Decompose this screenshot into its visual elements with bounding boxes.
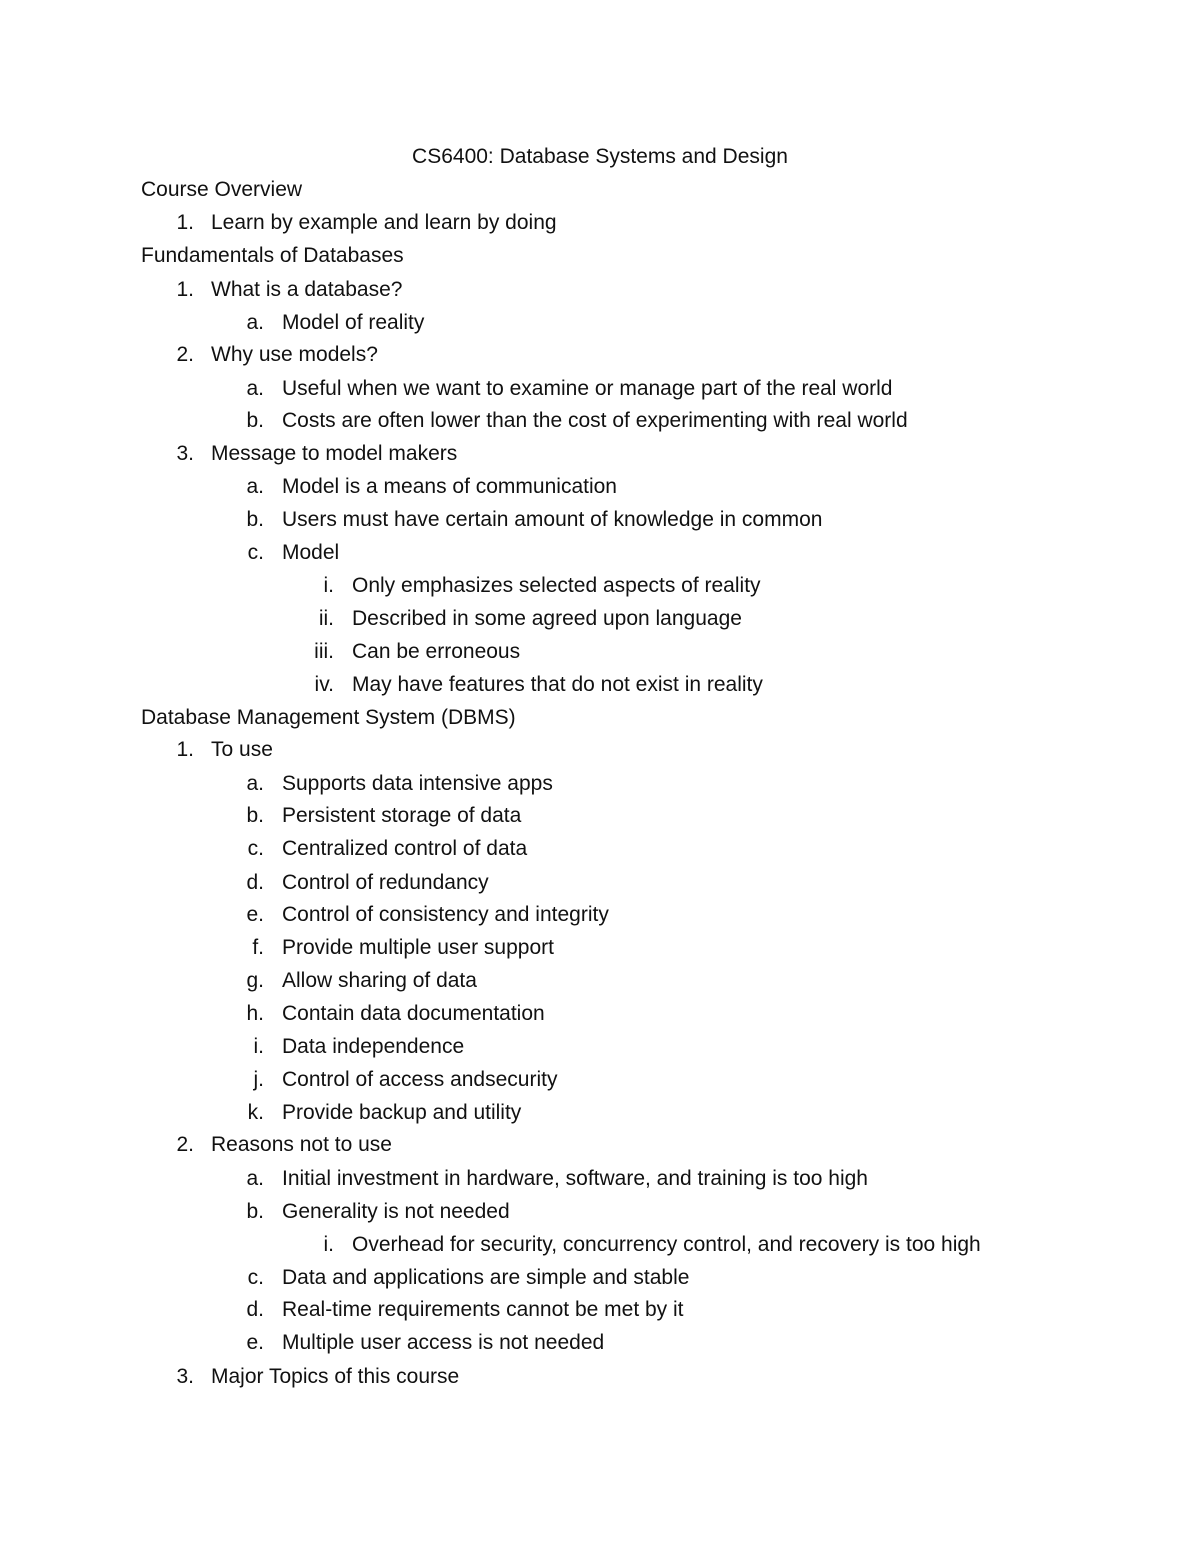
list-marker: c. <box>247 541 264 564</box>
list-item-text: Data independence <box>282 1035 465 1058</box>
list-item-text: What is a database? <box>211 278 403 301</box>
list-marker: iii. <box>314 640 334 663</box>
list-item-text: May have features that do not exist in reality <box>352 673 763 696</box>
list-marker: 3. <box>176 442 194 465</box>
list-item-text: Multiple user access is not needed <box>282 1331 605 1354</box>
list-item-text: Persistent storage of data <box>282 804 522 827</box>
list-marker: i. <box>323 1233 334 1256</box>
list-item-text: Initial investment in hardware, software, and training is too high <box>282 1167 868 1190</box>
list-item-text: Why use models? <box>211 343 378 366</box>
list-item-text: Centralized control of data <box>282 837 528 860</box>
list-item-text: Model is a means of communication <box>282 475 617 498</box>
list-marker: c. <box>247 837 264 860</box>
list-item-text: Major Topics of this course <box>211 1365 460 1388</box>
list-item-text: Reasons not to use <box>211 1133 392 1156</box>
list-item-text: Generality is not needed <box>282 1200 510 1223</box>
list-marker: b. <box>246 804 264 827</box>
list-marker: 1. <box>176 738 194 761</box>
list-marker: b. <box>246 1200 264 1223</box>
list-item-text: Can be erroneous <box>352 640 521 663</box>
list-marker: a. <box>246 377 264 400</box>
list-marker: i. <box>323 574 334 597</box>
list-marker: 1. <box>176 278 194 301</box>
list-marker: e. <box>246 903 264 926</box>
list-marker: a. <box>246 772 264 795</box>
list-marker: ii. <box>318 607 334 630</box>
list-item-text: Control of redundancy <box>282 871 489 894</box>
list-marker: g. <box>246 969 264 992</box>
list-item-text: Overhead for security, concurrency control, and recovery is too high <box>352 1233 981 1256</box>
list-item-text: Data and applications are simple and stable <box>282 1266 690 1289</box>
list-item-text: Real-time requirements cannot be met by it <box>282 1298 684 1321</box>
section-heading-fundamentals: Fundamentals of Databases <box>141 244 404 267</box>
list-marker: iv. <box>314 673 334 696</box>
list-marker: 1. <box>176 211 194 234</box>
list-marker: h. <box>246 1002 264 1025</box>
list-marker: a. <box>246 1167 264 1190</box>
list-item-text: Allow sharing of data <box>282 969 477 992</box>
list-item-text: Only emphasizes selected aspects of reality <box>352 574 761 597</box>
list-marker: 2. <box>176 1133 194 1156</box>
list-marker: 2. <box>176 343 194 366</box>
list-item-text: Message to model makers <box>211 442 458 465</box>
list-marker: b. <box>246 508 264 531</box>
list-marker: i. <box>253 1035 264 1058</box>
list-item-text: Users must have certain amount of knowledge in common <box>282 508 823 531</box>
list-marker: d. <box>246 1298 264 1321</box>
list-item-text: Costs are often lower than the cost of experimenting with real world <box>282 409 908 432</box>
document-title: CS6400: Database Systems and Design <box>412 145 788 168</box>
list-item-text: Learn by example and learn by doing <box>211 211 557 234</box>
list-item-text: Useful when we want to examine or manage part of the real world <box>282 377 893 400</box>
section-heading-dbms: Database Management System (DBMS) <box>141 706 516 729</box>
list-item-text: Model <box>282 541 340 564</box>
list-marker: k. <box>247 1101 264 1124</box>
list-item-text: Control of access andsecurity <box>282 1068 558 1091</box>
list-item-text: Described in some agreed upon language <box>352 607 742 630</box>
list-marker: 3. <box>176 1365 194 1388</box>
list-marker: a. <box>246 311 264 334</box>
list-marker: f. <box>252 936 264 959</box>
list-item-text: Supports data intensive apps <box>282 772 553 795</box>
list-marker: j. <box>253 1068 264 1091</box>
list-marker: d. <box>246 871 264 894</box>
list-marker: a. <box>246 475 264 498</box>
list-item-text: Model of reality <box>282 311 425 334</box>
list-item-text: Control of consistency and integrity <box>282 903 609 926</box>
list-marker: b. <box>246 409 264 432</box>
section-heading-course-overview: Course Overview <box>141 178 303 201</box>
list-item-text: Provide multiple user support <box>282 936 554 959</box>
list-item-text: Provide backup and utility <box>282 1101 522 1124</box>
list-marker: c. <box>247 1266 264 1289</box>
list-item-text: Contain data documentation <box>282 1002 545 1025</box>
list-item-text: To use <box>211 738 273 761</box>
list-marker: e. <box>246 1331 264 1354</box>
